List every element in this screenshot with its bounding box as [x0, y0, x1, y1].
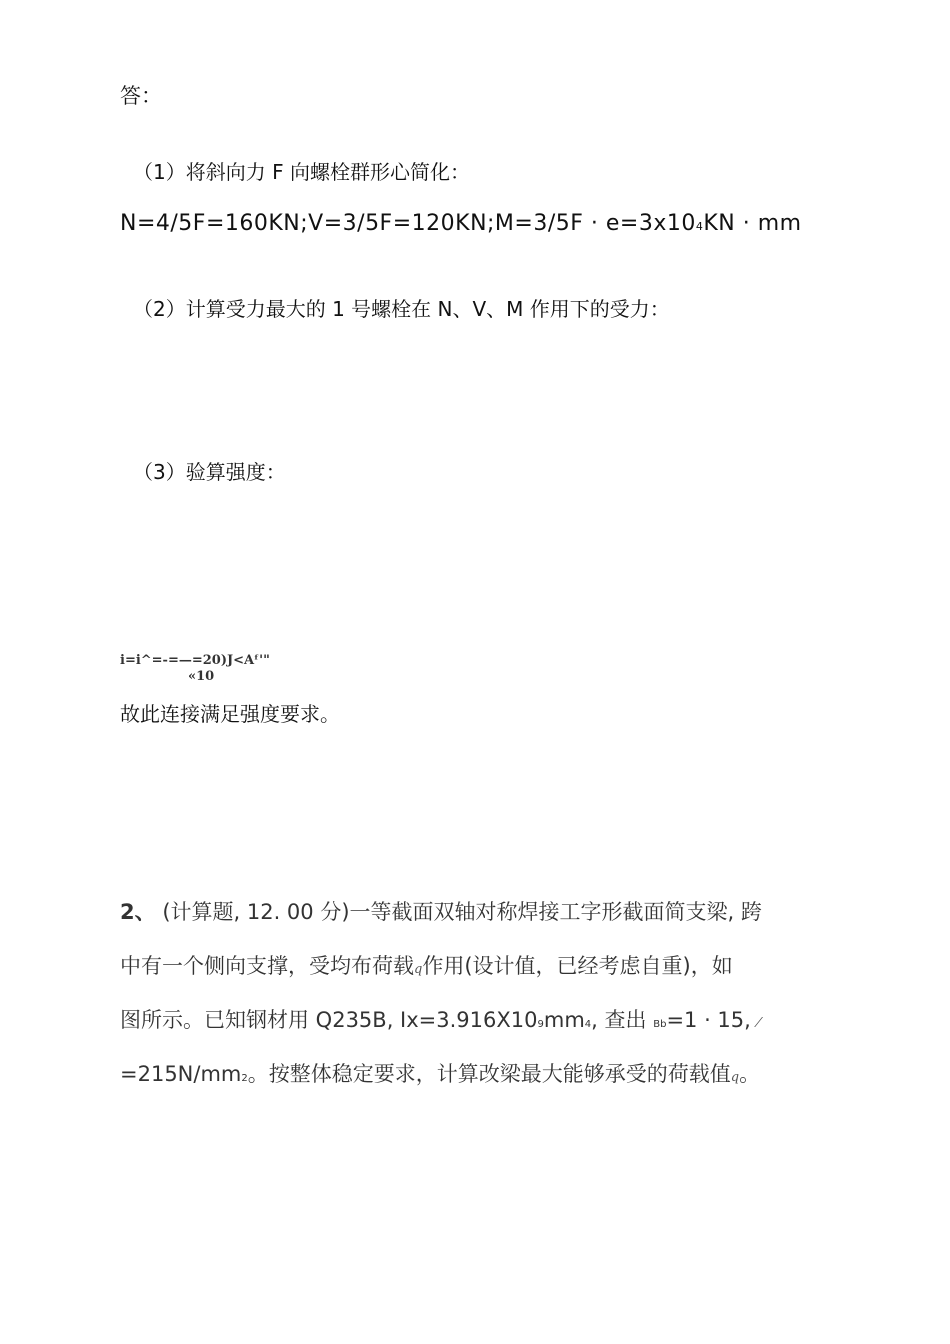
equation-part-1: N=4/5F=160KN;V=3/5F=120KN;M=3/5F · e=3x10 — [120, 211, 696, 236]
conclusion: 故此连接满足强度要求。 — [120, 702, 340, 726]
question-2-line-1 — [120, 896, 830, 926]
question-2-line-3 — [120, 1004, 830, 1034]
question-2-line-2 — [120, 950, 830, 980]
step-3-heading: （3）验算强度： — [133, 460, 286, 484]
question-2-text-2a: 中有一个侧向支撑，受均布荷载 — [120, 954, 414, 978]
load-symbol-q: q — [414, 962, 423, 977]
ix-exponent: 9 — [537, 1019, 544, 1030]
step-2-heading: （2）计算受力最大的 1 号螺栓在 N、V、M 作用下的受力： — [133, 297, 670, 321]
garbled-formula-line-1: i=i^=-=—=20)J<Aᶠ'" — [120, 653, 270, 668]
question-2-text-3c: , 查出 — [591, 1008, 647, 1032]
load-symbol-q-2: q — [730, 1070, 740, 1085]
question-2-text-3d: =1 · 15, — [666, 1008, 751, 1032]
question-2-number: 2、 — [120, 900, 156, 924]
question-2-text-4-end: 。 — [739, 1062, 761, 1086]
question-2-text-3a: 图所示。已知钢材用 Q235B, Ix=3.916X10 — [120, 1008, 538, 1032]
equation-exponent: 4 — [695, 220, 704, 233]
question-2-text-2b: 作用(设计值，已经考虑自重)，如 — [422, 954, 733, 978]
equation-part-2: KN · mm — [703, 211, 802, 236]
garbled-formula-line-2: «10 — [188, 669, 215, 684]
force-equation — [120, 208, 810, 243]
question-2-text-1: 一等截面双轴对称焊接工字形截面简支梁, 跨 — [349, 900, 762, 924]
step-1-heading: （1）将斜向力 F 向螺栓群形心简化： — [133, 160, 470, 184]
question-2-text-4a: =215N/mm — [120, 1062, 242, 1086]
mm2-exponent: 2 — [241, 1073, 248, 1084]
question-2-line-4 — [120, 1058, 830, 1088]
question-2-text-4b: 。按整体稳定要求，计算改梁最大能够承受的荷载值 — [247, 1062, 731, 1086]
mm-exponent: 4 — [584, 1019, 592, 1030]
f-symbol: ⁄ — [757, 1016, 760, 1031]
question-2-header: (计算题, 12. 00 分) — [162, 900, 350, 924]
question-2-text-3b: mm — [543, 1008, 585, 1032]
beta-b-symbol: Bb — [653, 1019, 667, 1030]
answer-label: 答： — [120, 84, 162, 108]
